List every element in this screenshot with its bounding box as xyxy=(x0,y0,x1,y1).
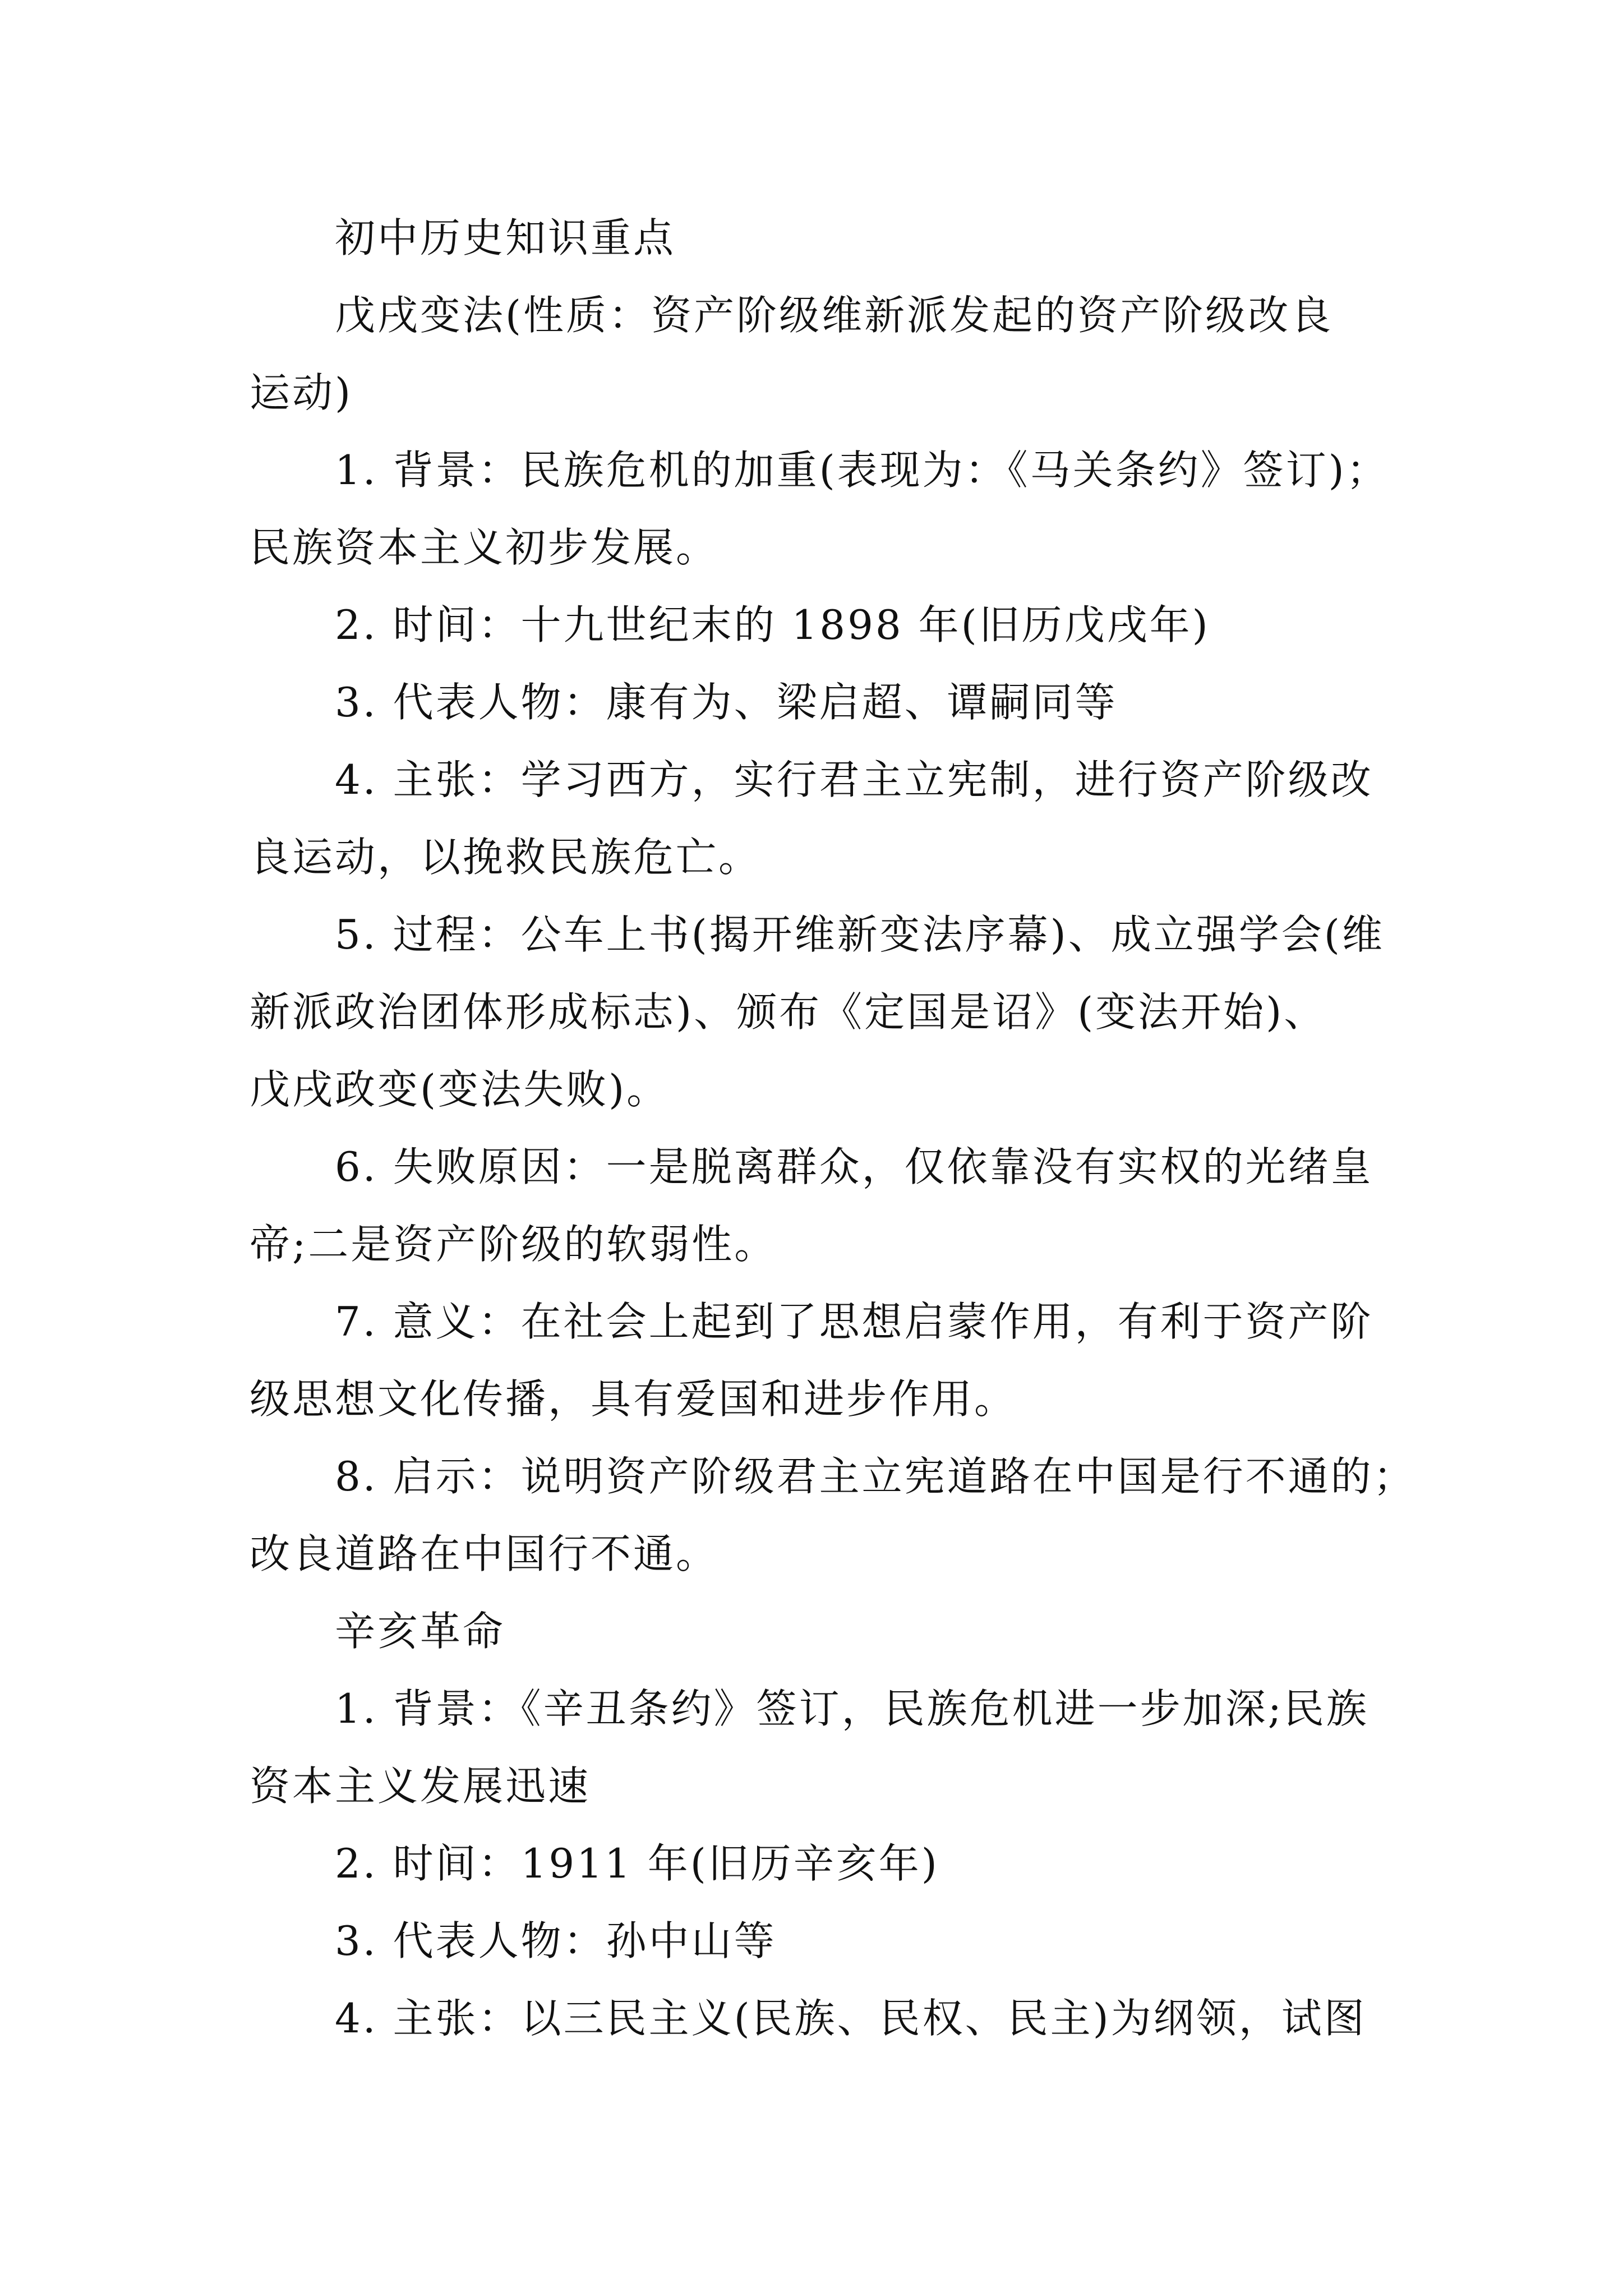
point-text: 5. 过程：公车上书(揭开维新变法序幕)、成立强学会(维 xyxy=(335,911,1385,958)
point-text: 1. 背景：《辛丑条约》签订，民族危机进一步加深;民族 xyxy=(335,1685,1369,1732)
document-body xyxy=(250,199,1416,2057)
point-text: 1. 背景：民族危机的加重(表现为：《马关条约》签订)； xyxy=(335,447,1389,494)
point-text: 改良道路在中国行不通。 xyxy=(250,1530,719,1577)
section-heading: 戊戌变法(性质：资产阶级维新派发起的资产阶级改良 xyxy=(335,292,1334,339)
point-text: 新派政治团体形成标志)、颁布《定国是诏》(变法开始)、 xyxy=(250,988,1327,1036)
point-text: 6. 失败原因：一是脱离群众，仅依靠没有实权的光绪皇 xyxy=(335,1143,1373,1190)
page-title: 初中历史知识重点 xyxy=(335,214,676,261)
point-text: 8. 启示：说明资产阶级君主立宪道路在中国是行不通的； xyxy=(335,1453,1416,1500)
section-heading: 辛亥革命 xyxy=(335,1608,506,1655)
point-text: 2. 时间：十九世纪末的 1898 年(旧历戊戌年) xyxy=(335,601,1210,648)
point-text: 3. 代表人物：康有为、梁启超、谭嗣同等 xyxy=(335,679,1118,726)
point-text: 民族资本主义初步发展。 xyxy=(250,524,719,571)
point-text: 2. 时间：1911 年(旧历辛亥年) xyxy=(335,1840,939,1887)
point-text: 帝;二是资产阶级的软弱性。 xyxy=(250,1221,777,1268)
section-heading: 运动) xyxy=(250,369,353,416)
point-text: 7. 意义：在社会上起到了思想启蒙作用，有利于资产阶 xyxy=(335,1298,1373,1345)
point-text: 4. 主张：学习西方，实行君主立宪制，进行资产阶级改 xyxy=(335,756,1373,803)
point-text: 级思想文化传播，具有爱国和进步作用。 xyxy=(250,1375,1017,1423)
point-text: 资本主义发展迅速 xyxy=(250,1763,591,1810)
point-text: 良运动，以挽救民族危亡。 xyxy=(250,834,762,881)
point-text: 戊戌政变(变法失败)。 xyxy=(250,1066,670,1113)
point-text: 4. 主张：以三民主义(民族、民权、民主)为纲领，试图 xyxy=(335,1995,1367,2042)
point-text: 3. 代表人物：孙中山等 xyxy=(335,1917,777,1964)
